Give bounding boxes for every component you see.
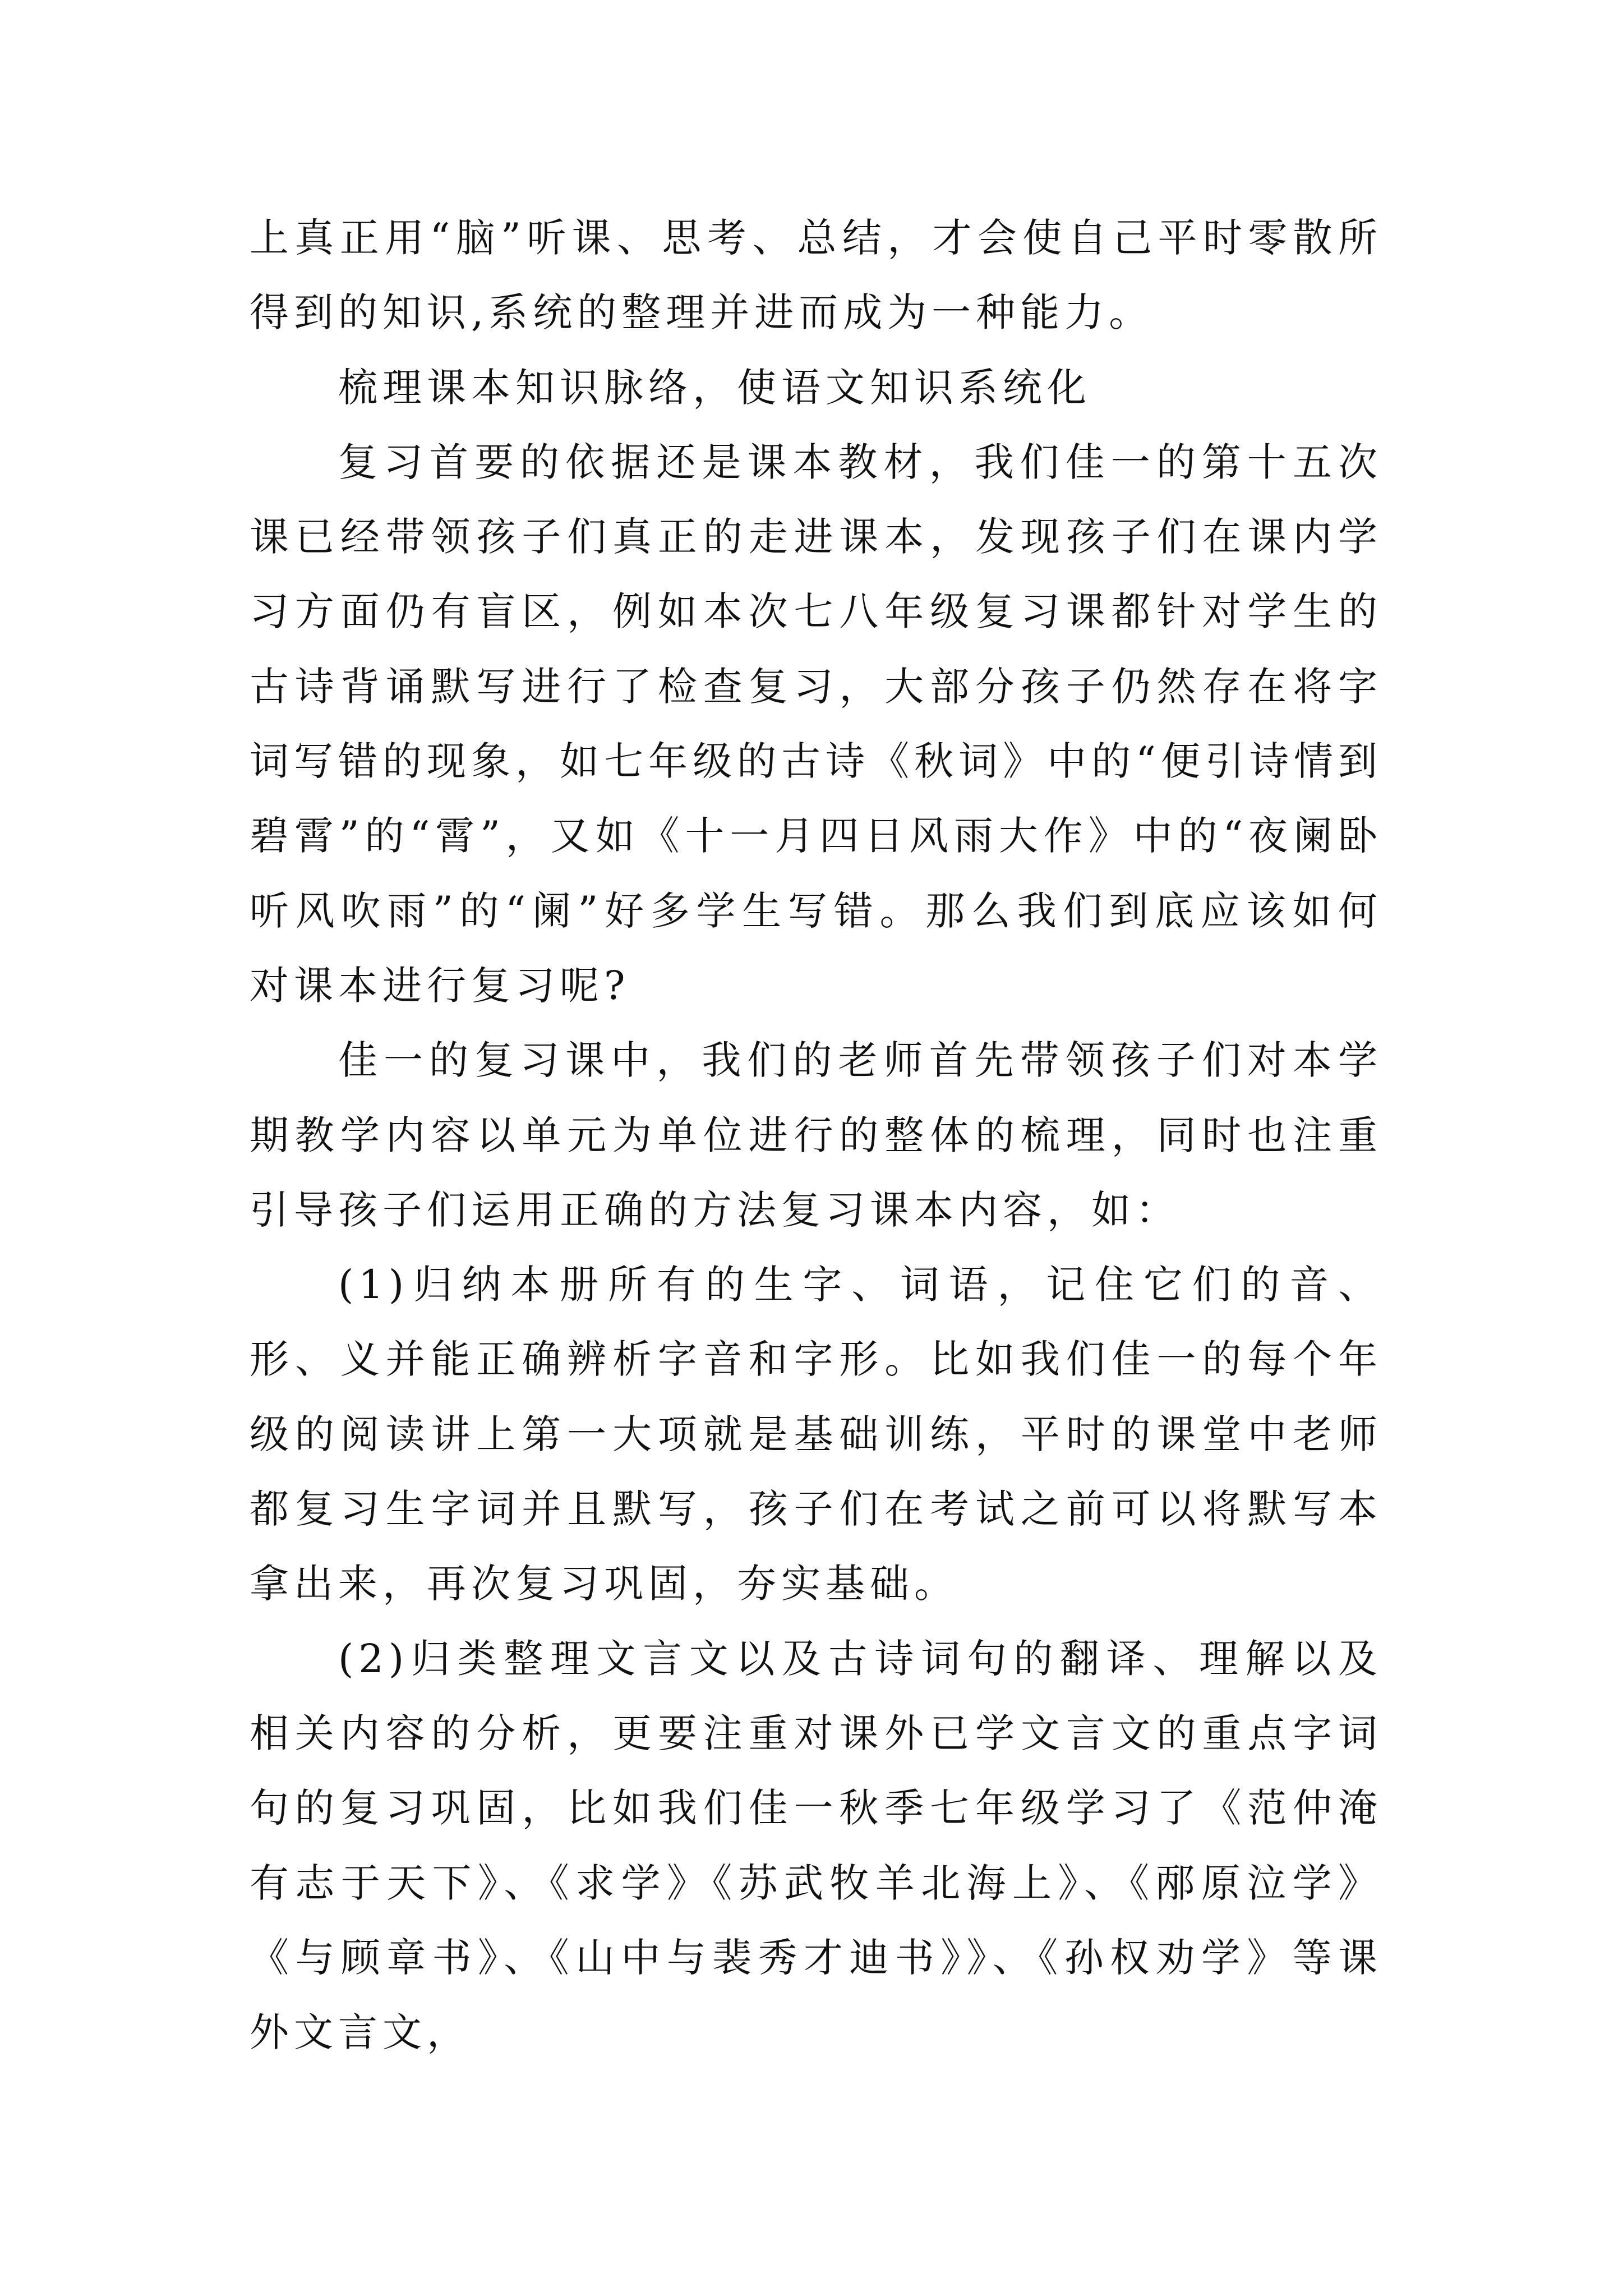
paragraph-review-textbook: 复习首要的依据还是课本教材，我们佳一的第十五次课已经带领孩子们真正的走进课本，发现孩子们在课内学习方面仍有盲区，例如本次七八年级复习课都针对学生的古诗背诵默写进行了检查复习，大部分孩子仍然存在将字词写错的现象，如七年级的古诗《秋词》中的“便引诗情到碧霄”的“霄”，又如《十一月四日风雨大作》中的“夜阑卧听风吹雨”的“阑”好多学生写错。那么我们到底应该如何对课本进行复习呢? [250, 439, 1382, 1009]
paragraph-review-class: 佳一的复习课中，我们的老师首先带领孩子们对本学期教学内容以单元为单位进行的整体的梳理，同时也注重引导孩子们运用正确的方法复习课本内容，如： [250, 1037, 1382, 1233]
section-heading: 梳理课本知识脉络，使语文知识系统化 [338, 364, 1091, 411]
list-item-1: (1)归纳本册所有的生字、词语，记住它们的音、形、义并能正确辨析字音和字形。比如我们佳一的每个年级的阅读讲上第一大项就是基础训练，平时的课堂中老师都复习生字词并且默写，孩子们在考试之前可以将默写本拿出来，再次复习巩固，夯实基础。 [250, 1262, 1382, 1607]
list-item-2: (2)归类整理文言文以及古诗词句的翻译、理解以及相关内容的分析，更要注重对课外已学文言文的重点字词句的复习巩固，比如我们佳一秋季七年级学习了《范仲淹有志于天下》、《求学》《苏武牧羊北海上》、《邴原泣学》《与顾章书》、《山中与裴秀才迪书》》、《孙权劝学》等课外文言文， [250, 1635, 1382, 2056]
document-body [250, 201, 1382, 2070]
paragraph-continuation: 上真正用“脑”听课、思考、总结，才会使自己平时零散所得到的知识,系统的整理并进而成为一种能力。 [250, 215, 1382, 336]
